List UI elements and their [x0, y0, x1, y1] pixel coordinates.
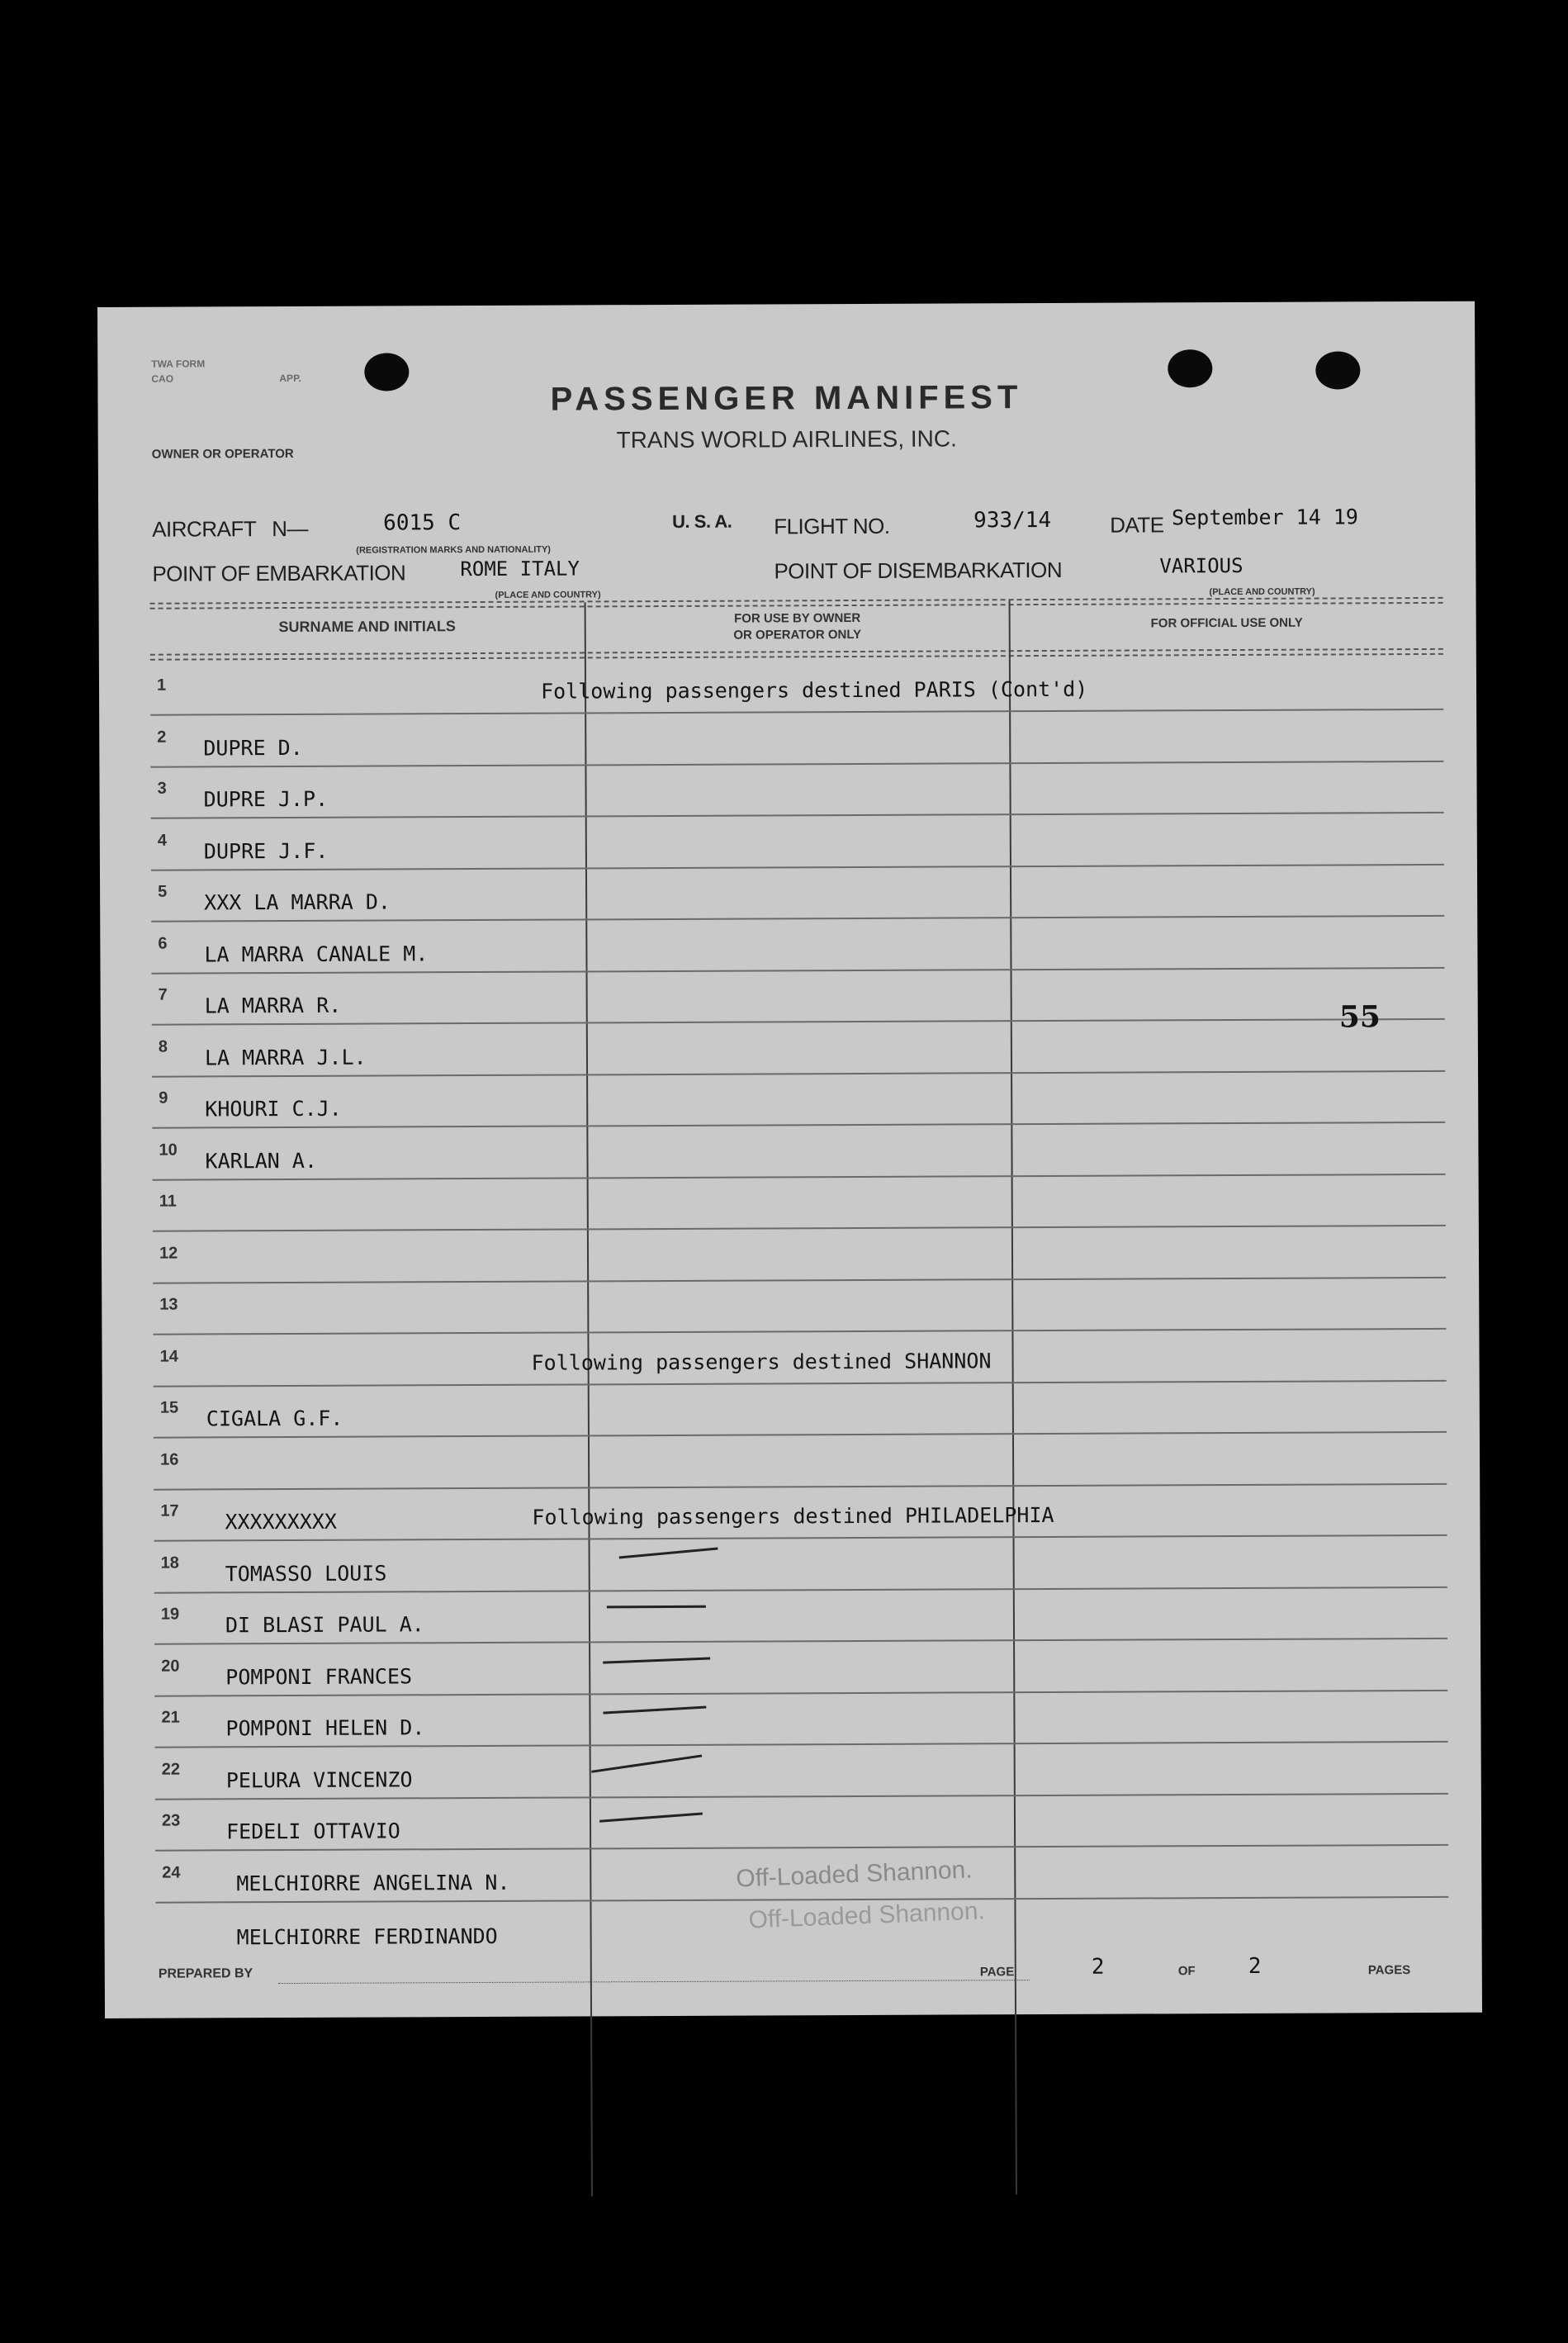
aircraft-prefix: N— [272, 515, 309, 542]
disembark-place-note: (PLACE AND COUNTRY) [1209, 586, 1315, 598]
destination-note: Following passengers destined PHILADELPHIA [532, 1502, 1054, 1530]
row-number: 14 [159, 1347, 178, 1366]
row-rule [155, 1741, 1448, 1748]
flight-label: FLIGHT NO. [774, 513, 890, 539]
row-number: 24 [162, 1863, 181, 1882]
row-number: 5 [158, 882, 168, 901]
row-rule [154, 1534, 1447, 1542]
row-rule [150, 760, 1443, 767]
column-divider [1009, 600, 1017, 2194]
row-rule [152, 1070, 1445, 1077]
manifest-page [97, 301, 1482, 2018]
row-rule [154, 1379, 1447, 1387]
app-note: APP. [279, 372, 301, 385]
row-number: 17 [160, 1501, 179, 1520]
row-rule [152, 1122, 1445, 1129]
passenger-name: KHOURI C.J. [205, 1096, 342, 1122]
handwritten-mark [599, 1812, 703, 1822]
row-rule [154, 1586, 1447, 1593]
row-rule [151, 863, 1444, 870]
form-id: TWA FORM [151, 358, 206, 370]
passenger-name: XXX LA MARRA D. [204, 889, 391, 915]
passenger-name: DUPRE J.P. [203, 786, 329, 812]
aircraft-value: 6015 C [383, 510, 462, 536]
date-value: September 14 19 [1172, 505, 1358, 530]
aircraft-label: AIRCRAFT [152, 516, 257, 542]
row-rule [155, 1895, 1448, 1903]
owner-label: OWNER OR OPERATOR [151, 446, 294, 462]
row-rule [150, 709, 1443, 716]
passenger-name: LA MARRA CANALE M. [204, 941, 429, 966]
page-value: 2 [1091, 1954, 1105, 1980]
disembark-value: VARIOUS [1159, 553, 1244, 578]
offloaded-stamp: Off-Loaded Shannon. [747, 1897, 986, 1934]
row-number: 1 [156, 676, 167, 695]
column-header-owner-line1: FOR USE BY OWNER [734, 610, 861, 626]
row-number: 12 [159, 1244, 178, 1263]
destination-note: Following passengers destined PARIS (Cont'd) [540, 676, 1088, 704]
date-label: DATE [1110, 512, 1164, 538]
handwritten-mark [603, 1658, 710, 1664]
row-number: 2 [157, 728, 167, 747]
passenger-name: DI BLASI PAUL A. [225, 1612, 424, 1638]
row-number: 19 [160, 1605, 180, 1624]
of-label: OF [1177, 1964, 1196, 1979]
row-rule [153, 1276, 1446, 1283]
airline-name: TRANS WORLD AIRLINES, INC. [616, 425, 957, 453]
row-rule [154, 1431, 1447, 1439]
extra-passenger-name: MELCHIORRE FERDINANDO [236, 1923, 498, 1950]
row-number: 6 [158, 934, 168, 953]
page-label: PAGE [979, 1965, 1015, 1980]
row-rule [152, 1018, 1445, 1026]
column-divider [585, 602, 593, 2196]
passenger-name: PELURA VINCENZO [225, 1767, 413, 1792]
row-number: 4 [157, 831, 167, 850]
row-number: 23 [161, 1811, 181, 1830]
row-rule [153, 1328, 1446, 1335]
row-number: 9 [159, 1088, 168, 1107]
handwritten-mark [607, 1605, 706, 1609]
row-number: 18 [160, 1553, 179, 1572]
cao-note: CAO [151, 372, 174, 385]
passenger-name: DUPRE J.F. [203, 838, 329, 863]
row-number: 3 [157, 779, 167, 798]
row-rule [153, 1173, 1446, 1180]
passenger-name: FEDELI OTTAVIO [225, 1819, 400, 1844]
row-number: 15 [159, 1398, 179, 1417]
row-rule [154, 1482, 1447, 1490]
row-rule [155, 1844, 1448, 1852]
passenger-name: CIGALA G.F. [206, 1406, 343, 1431]
destination-note: Following passengers destined SHANNON [531, 1348, 992, 1375]
passenger-name: TOMASSO LOUIS [225, 1560, 387, 1586]
of-value: 2 [1248, 1953, 1262, 1979]
row-number: 8 [158, 1037, 168, 1056]
nationality: U. S. A. [672, 510, 732, 532]
column-header-official: FOR OFFICIAL USE ONLY [1150, 615, 1303, 631]
passenger-name: LA MARRA J.L. [204, 1045, 367, 1070]
embark-place-note: (PLACE AND COUNTRY) [495, 590, 601, 600]
row-number: 10 [159, 1141, 178, 1160]
registration-note: (REGISTRATION MARKS AND NATIONALITY) [356, 544, 551, 556]
page-title: PASSENGER MANIFEST [550, 379, 1023, 418]
passenger-name: POMPONI FRANCES [225, 1663, 413, 1689]
header-rule [150, 597, 1443, 609]
passenger-name: LA MARRA R. [204, 993, 342, 1018]
offloaded-stamp: Off-Loaded Shannon. [735, 1856, 973, 1893]
row-rule [151, 915, 1444, 922]
pages-label: PAGES [1367, 1963, 1411, 1978]
passenger-name: DUPRE D. [203, 735, 303, 760]
passenger-name: KARLAN A. [205, 1148, 318, 1173]
flight-value: 933/14 [973, 507, 1052, 534]
row-rule [153, 1225, 1446, 1232]
row-number: 21 [161, 1708, 180, 1727]
row-number: 16 [160, 1450, 179, 1469]
passenger-name: XXXXXXXXX [225, 1509, 337, 1534]
row-rule [154, 1638, 1447, 1645]
row-number: 20 [161, 1657, 180, 1676]
row-rule [152, 966, 1445, 974]
passenger-name: POMPONI HELEN D. [225, 1715, 425, 1741]
official-number: 55 [1338, 999, 1381, 1035]
column-header-surname: SURNAME AND INITIALS [278, 618, 456, 636]
row-number: 22 [161, 1760, 181, 1779]
row-number: 13 [159, 1295, 178, 1314]
row-number: 7 [158, 985, 168, 1004]
disembark-label: POINT OF DISEMBARKATION [774, 557, 1063, 584]
column-header-owner-line2: OR OPERATOR ONLY [733, 627, 862, 643]
row-rule [151, 812, 1444, 819]
prepared-by-line [278, 1980, 1030, 1984]
embark-value: ROME ITALY [460, 557, 580, 581]
passenger-name: MELCHIORRE ANGELINA N. [236, 1870, 510, 1895]
handwritten-mark [619, 1548, 718, 1559]
prepared-by-label: PREPARED BY [158, 1966, 253, 1981]
row-rule [155, 1792, 1448, 1800]
row-number: 11 [159, 1192, 177, 1211]
handwritten-mark [603, 1706, 706, 1715]
header-bottom-rule [150, 648, 1443, 661]
row-rule [154, 1689, 1447, 1696]
embark-label: POINT OF EMBARKATION [152, 560, 406, 586]
handwritten-mark [591, 1754, 702, 1772]
